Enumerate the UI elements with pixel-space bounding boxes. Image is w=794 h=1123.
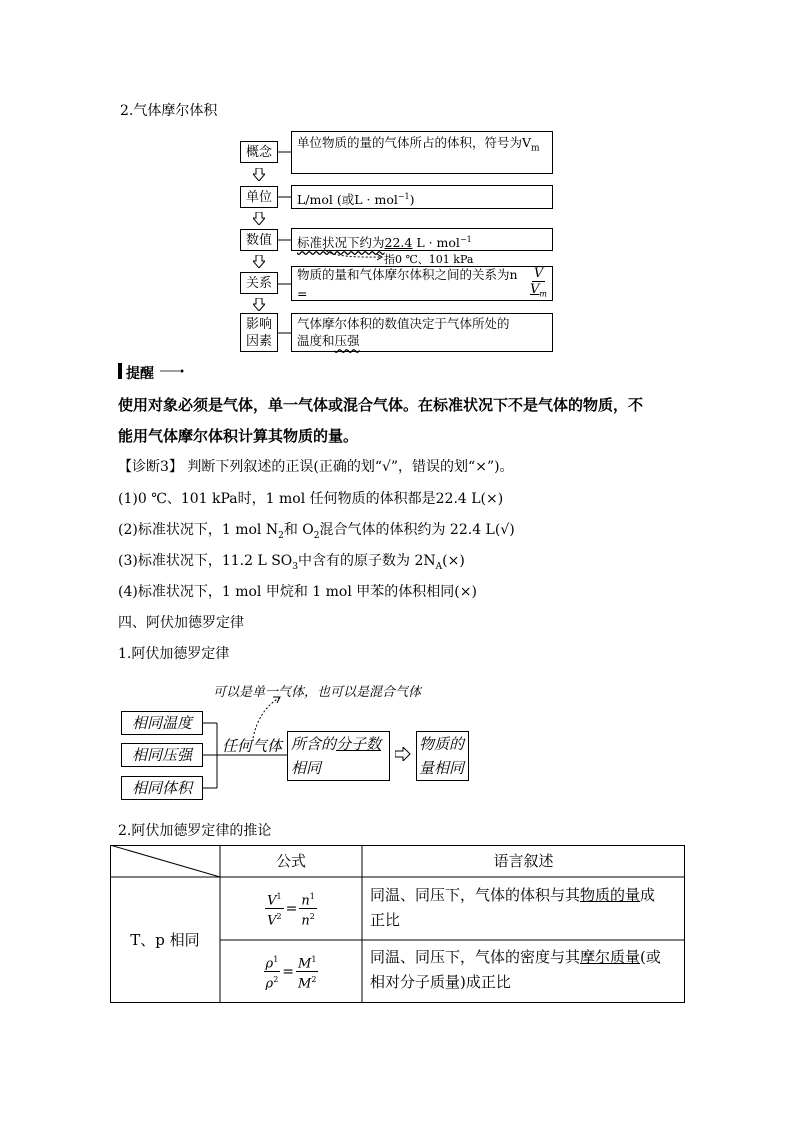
relation-text: 物质的量和气体摩尔体积之间的关系为n = — [297, 266, 518, 301]
formula-density-ratio — [220, 940, 362, 1003]
item3-mid: 中含有的原子数为 2N — [298, 553, 436, 569]
tip-line — [160, 369, 186, 373]
corollary-table — [110, 845, 685, 1003]
label-value: 数值 — [240, 229, 278, 251]
desc1-pre: 同温、同压下，气体的体积与其 — [370, 886, 581, 904]
n1: n — [301, 893, 310, 908]
den-sub: m — [539, 289, 547, 299]
connector-line — [278, 239, 291, 241]
content-unit — [291, 185, 553, 209]
frac-v — [265, 889, 283, 929]
label-relation: 关系 — [240, 272, 278, 294]
factors-pressure: 压强 — [334, 333, 360, 348]
item2-sub2: 2 — [313, 530, 320, 541]
factors-text-line2 — [297, 332, 547, 349]
tip-title: 提醒 — [126, 366, 154, 382]
desc-density-ratio — [370, 945, 682, 995]
dotted-pointer-arrow — [322, 248, 384, 262]
factors-line2: 因素 — [245, 333, 272, 349]
section-title-avogadro: 四、阿伏加德罗定律 — [118, 615, 244, 631]
down-arrow-icon — [253, 168, 265, 181]
amount-line2: 量相同 — [419, 759, 465, 777]
value-sup: −1 — [459, 235, 472, 244]
molecule-count: 分子数 — [336, 735, 382, 753]
concept-sub: m — [531, 143, 540, 154]
molecule-line2: 相同 — [291, 759, 322, 777]
fraction-numerator: V — [533, 265, 544, 281]
n2: n — [301, 913, 310, 929]
molecule-count-box — [287, 731, 390, 781]
item3-pre: (3)标准状况下，11.2 L SO — [118, 553, 293, 569]
condition-pressure: 相同压强 — [121, 743, 203, 767]
concept-text: 单位物质的量的气体所占的体积，符号为V — [297, 135, 532, 150]
factors-pre: 温度和 — [297, 333, 335, 348]
equals-sign: = — [285, 900, 298, 917]
m1-sup: 1 — [311, 954, 317, 964]
any-gas: 任何气体 — [222, 737, 283, 755]
desc2-line2: 相对分子质量)成正比 — [370, 973, 511, 991]
section-title-molar-volume: 2.气体摩尔体积 — [120, 103, 218, 119]
content-factors — [291, 313, 553, 352]
den-letter: V — [530, 281, 540, 297]
frac-n — [299, 889, 316, 929]
item2-pre: (2)标准状况下，1 mol N — [118, 522, 279, 538]
m2-sup: 2 — [311, 975, 317, 984]
label-factors — [240, 313, 278, 352]
diagnosis-item-2 — [118, 519, 515, 541]
rho2: ρ — [265, 976, 274, 992]
item3-sub2: A — [435, 561, 443, 572]
tip-line2: 能用气体摩尔体积计算其物质的量。 — [118, 427, 359, 445]
frac-rho — [264, 952, 281, 992]
down-arrow-icon — [253, 212, 265, 225]
factors-line1: 影响 — [245, 316, 272, 332]
diagnosis-item-3 — [118, 550, 465, 572]
m2: M — [298, 976, 312, 992]
value-unit: L · mol — [412, 235, 460, 251]
desc1-ul: 物质的量 — [580, 886, 641, 904]
desc1-line2: 正比 — [370, 911, 401, 929]
equals-sign: = — [282, 963, 295, 980]
rho1-sup: 1 — [273, 954, 279, 964]
amount-line1: 物质的 — [419, 735, 465, 753]
n2-sup: 2 — [309, 912, 315, 921]
desc2-ul: 摩尔质量 — [580, 948, 641, 966]
desc2-post: (或 — [640, 948, 661, 966]
handwritten-note: 可以是单一气体，也可以是混合气体 — [213, 685, 422, 700]
value-note: 指0 ℃、101 kPa — [384, 253, 474, 266]
desc-volume-ratio — [370, 883, 682, 933]
frac-m — [296, 952, 318, 992]
relation-fraction — [530, 266, 547, 302]
connector-line — [278, 196, 291, 198]
amount-box — [416, 731, 469, 781]
connector-line — [278, 151, 291, 153]
value-text-pre: 标准状况下约为 — [297, 235, 385, 251]
unit-sup: −1 — [397, 192, 410, 201]
bracket-lines — [203, 720, 293, 792]
content-concept — [291, 131, 553, 174]
m1: M — [298, 956, 312, 971]
desc1-post: 成 — [640, 886, 656, 904]
value-number: 22.4 — [384, 235, 413, 251]
item3-sub: 3 — [292, 561, 299, 572]
tip-bar — [118, 363, 122, 379]
content-relation — [291, 266, 553, 301]
molecule-pre: 所含的 — [291, 735, 337, 753]
condition-temperature: 相同温度 — [121, 711, 203, 735]
label-unit: 单位 — [240, 186, 278, 208]
rho1: ρ — [265, 956, 274, 971]
fraction-denominator — [530, 282, 547, 302]
unit-tail: ) — [409, 192, 415, 208]
molecule-line1 — [291, 732, 389, 756]
diagnosis-title: 【诊断3】 判断下列叙述的正误(正确的划“√”，错误的划“×”)。 — [118, 459, 514, 475]
label-concept: 概念 — [240, 141, 278, 163]
desc2-pre: 同温、同压下，气体的密度与其 — [370, 948, 581, 966]
rho2-sup: 2 — [273, 975, 279, 984]
header-formula: 公式 — [275, 852, 306, 870]
factors-text-line1: 气体摩尔体积的数值决定于气体所处的 — [297, 316, 510, 331]
subsection-avogadro-corollary: 2.阿伏加德罗定律的推论 — [118, 823, 272, 839]
subsection-avogadro-law: 1.阿伏加德罗定律 — [118, 646, 230, 662]
item2-tail: 混合气体的体积约为 22.4 L(√) — [319, 522, 515, 538]
item2-sub1: 2 — [278, 530, 284, 541]
v1-sup: 1 — [276, 891, 282, 901]
v2-sup: 2 — [276, 912, 282, 921]
condition-volume: 相同体积 — [121, 776, 203, 800]
right-arrow-icon — [395, 747, 411, 761]
diagnosis-item-1: (1)0 ℃、101 kPa时，1 mol 任何物质的体积都是22.4 L(×) — [118, 491, 504, 507]
v2: V — [267, 913, 277, 929]
formula-volume-ratio — [220, 877, 362, 940]
diagnosis-item-4: (4)标准状况下，1 mol 甲烷和 1 mol 甲苯的体积相同(×) — [118, 584, 477, 600]
tip-line1: 使用对象必须是气体，单一气体或混合气体。在标准状况下不是气体的物质，不 — [118, 396, 644, 414]
connector-line — [278, 332, 291, 334]
unit-text: L/mol (或L · mol — [297, 192, 398, 208]
down-arrow-icon — [253, 255, 265, 268]
n1-sup: 1 — [309, 891, 315, 901]
header-description: 语言叙述 — [493, 852, 554, 870]
item3-tail: (×) — [442, 553, 465, 569]
connector-line — [278, 283, 291, 285]
v1: V — [267, 893, 277, 908]
item2-mid: 和 O — [283, 522, 314, 538]
down-arrow-icon — [253, 298, 265, 311]
group-label: T、p 相同 — [130, 931, 200, 949]
